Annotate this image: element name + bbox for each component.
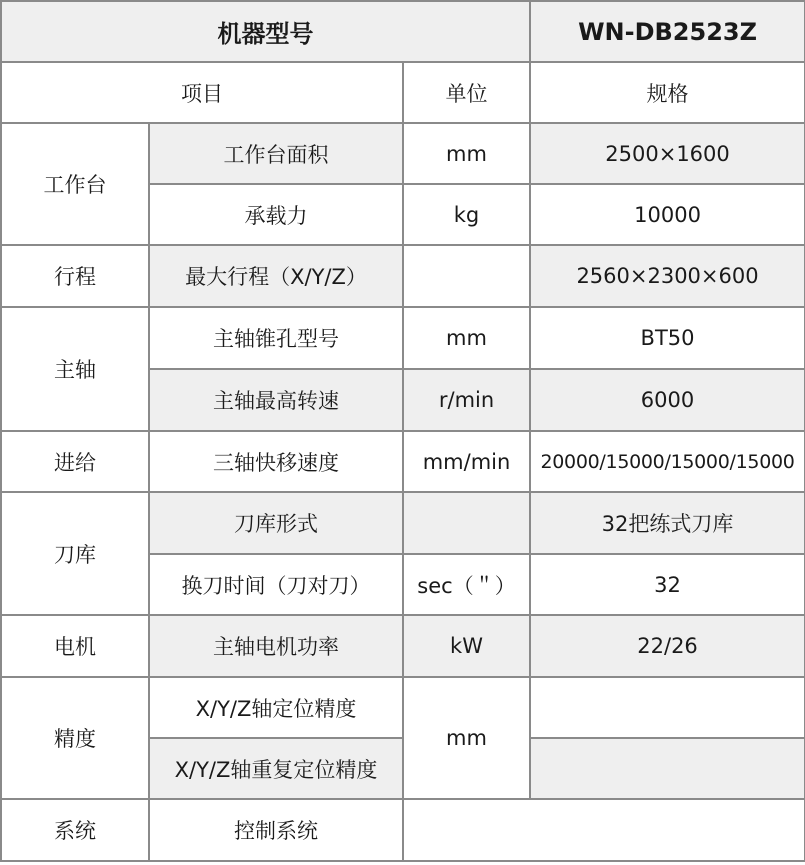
- item-unit: mm/min: [403, 431, 530, 492]
- model-label: 机器型号: [1, 1, 530, 62]
- table-row: [1, 307, 805, 369]
- item-unit: [403, 245, 530, 307]
- category-feed: 进给: [1, 431, 149, 492]
- item-label: 三轴快移速度: [149, 431, 403, 492]
- item-label: 工作台面积: [149, 123, 403, 184]
- item-label: 控制系统: [149, 799, 403, 861]
- item-value: [530, 677, 805, 738]
- category-motor: 电机: [1, 615, 149, 677]
- category-travel: 行程: [1, 245, 149, 307]
- item-value: 32把练式刀库: [530, 492, 805, 554]
- item-label: 主轴最高转速: [149, 369, 403, 431]
- table-row: [1, 431, 805, 492]
- table-row: [1, 245, 805, 307]
- item-label: 刀库形式: [149, 492, 403, 554]
- item-unit: kg: [403, 184, 530, 245]
- item-value: 6000: [530, 369, 805, 431]
- table-row: [1, 799, 805, 861]
- table-row: [1, 677, 805, 738]
- item-unit: mm: [403, 307, 530, 369]
- item-label: 承载力: [149, 184, 403, 245]
- item-unit: mm: [403, 677, 530, 799]
- item-value: 10000: [530, 184, 805, 245]
- item-unit: r/min: [403, 369, 530, 431]
- item-unit: sec（＂）: [403, 554, 530, 615]
- category-system: 系统: [1, 799, 149, 861]
- item-label: 换刀时间（刀对刀）: [149, 554, 403, 615]
- category-worktable: 工作台: [1, 123, 149, 245]
- item-unit: mm: [403, 123, 530, 184]
- item-unit: kW: [403, 615, 530, 677]
- header-row: [1, 1, 805, 62]
- col-spec: 规格: [530, 62, 805, 123]
- category-spindle: 主轴: [1, 307, 149, 431]
- item-value: 22/26: [530, 615, 805, 677]
- item-label: X/Y/Z轴重复定位精度: [149, 738, 403, 799]
- model-value: WN-DB2523Z: [530, 1, 805, 62]
- item-value: 32: [530, 554, 805, 615]
- item-value: 2560×2300×600: [530, 245, 805, 307]
- item-label: X/Y/Z轴定位精度: [149, 677, 403, 738]
- table-row: [1, 492, 805, 554]
- item-label: 最大行程（X/Y/Z）: [149, 245, 403, 307]
- item-value: [403, 799, 805, 861]
- item-unit: [403, 492, 530, 554]
- category-tool-magazine: 刀库: [1, 492, 149, 615]
- item-value: 20000/15000/15000/15000: [530, 431, 805, 492]
- col-unit: 单位: [403, 62, 530, 123]
- item-value: [530, 738, 805, 799]
- item-label: 主轴电机功率: [149, 615, 403, 677]
- item-value: BT50: [530, 307, 805, 369]
- category-precision: 精度: [1, 677, 149, 799]
- column-header-row: [1, 62, 805, 123]
- table-row: [1, 123, 805, 184]
- table-row: [1, 615, 805, 677]
- col-item: 项目: [1, 62, 403, 123]
- item-label: 主轴锥孔型号: [149, 307, 403, 369]
- item-value: 2500×1600: [530, 123, 805, 184]
